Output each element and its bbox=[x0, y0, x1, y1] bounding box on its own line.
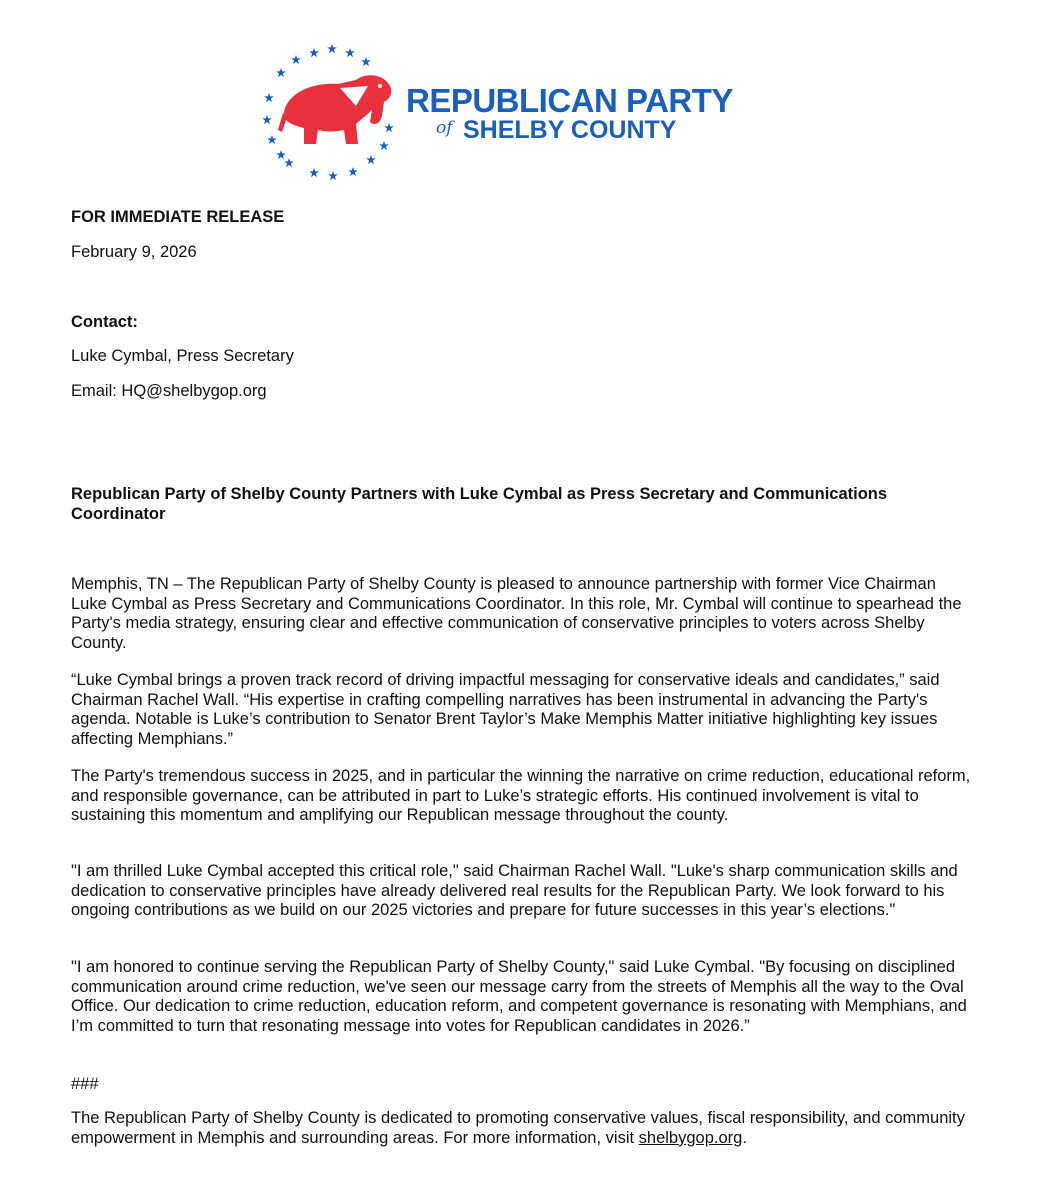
elephant-icon bbox=[278, 75, 391, 144]
release-date: February 9, 2026 bbox=[71, 243, 197, 261]
body-paragraph-1: Memphis, TN – The Republican Party of Shelby County is pleased to announce partnership with former Vice Chairman Luke Cymbal as Press Secretary and Communications Coordinator. In this role, Mr. Cymbal will continue to spearhead the Party's media strategy, ensuring clear and effective communication of conservative principles to voters across Shelby County. bbox=[71, 575, 962, 652]
logo-subtitle: SHELBY COUNTY bbox=[463, 116, 677, 144]
footer-text: The Republican Party of Shelby County is dedicated to promoting conservative values, fiscal responsibility, and community empowerment in Memphis and surrounding areas. For more information, visit bbox=[71, 1109, 965, 1147]
contact-name: Luke Cymbal, Press Secretary bbox=[71, 347, 294, 365]
headline: Republican Party of Shelby County Partners with Luke Cymbal as Press Secretary and Communications Coordinator bbox=[71, 485, 888, 523]
body-paragraph-3: The Party's tremendous success in 2025, and in particular the winning the narrative on crime reduction, educational reform, and responsible governance, can be attributed in part to Luke’s strategic efforts. His continued involvement is vital to sustaining this momentum and amplifying our Republican message throughout the county. bbox=[71, 767, 971, 825]
footer-boilerplate bbox=[71, 1109, 971, 1148]
party-logo bbox=[256, 40, 796, 190]
website-link[interactable]: shelbygop.org bbox=[638, 1128, 743, 1147]
body-paragraph-5: "I am honored to continue serving the Republican Party of Shelby County," said Luke Cymbal. "By focusing on disciplined communication around crime reduction, we've seen our message carry from the streets of Memphis all the way to the Oval Office. Our dedication to crime reduction, education reform, and competent governance is resonating with Memphians, and I’m committed to turn that resonating message into votes for Republican candidates in 2026.” bbox=[71, 958, 967, 1035]
contact-heading: Contact: bbox=[71, 313, 138, 331]
contact-email: Email: HQ@shelbygop.org bbox=[71, 382, 267, 400]
footer-end: . bbox=[742, 1128, 747, 1147]
elephant-star-emblem bbox=[256, 40, 406, 190]
release-label: FOR IMMEDIATE RELEASE bbox=[71, 208, 285, 226]
logo-of: of bbox=[436, 118, 453, 138]
end-mark: ### bbox=[71, 1075, 99, 1093]
body-paragraph-2: “Luke Cymbal brings a proven track record of driving impactful messaging for conservative ideals and candidates,” said Chairman Rachel Wall. “His expertise in crafting compelling narratives has been instrumental in advancing the Party's agenda. Notable is Luke’s contribution to Senator Brent Taylor’s Make Memphis Matter initiative highlighting key issues affecting Memphians.” bbox=[71, 671, 940, 748]
body-paragraph-4: "I am thrilled Luke Cymbal accepted this critical role," said Chairman Rachel Wall. "Luke's sharp communication skills and dedication to conservative principles have already delivered real results for the Republican Party. We look forward to his ongoing contributions as we build on our 2025 victories and prepare for future successes in this year’s elections." bbox=[71, 862, 958, 920]
logo-title: REPUBLICAN PARTY bbox=[406, 82, 733, 119]
